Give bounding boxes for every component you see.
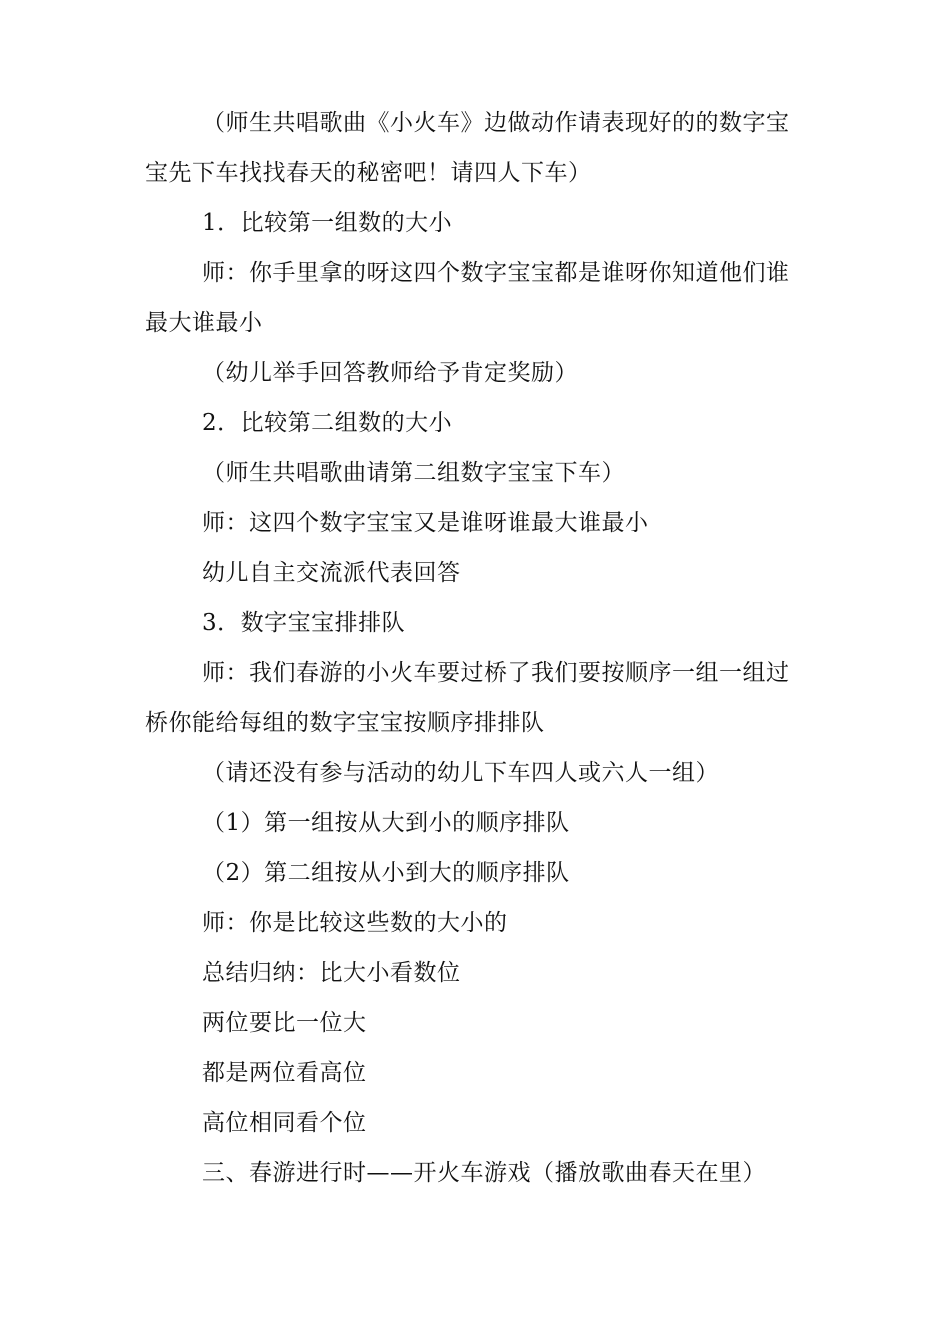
- paragraph-rule-3: 高位相同看个位: [202, 1110, 367, 1136]
- heading-compare-group-2: 2．比较第二组数的大小: [202, 410, 453, 436]
- paragraph-rule-1: 两位要比一位大: [202, 1010, 367, 1036]
- paragraph-intro-song: （师生共唱歌曲《小火车》边做动作请表现好的的数字宝宝先下车找找春天的秘密吧！请四人下车）: [145, 110, 790, 186]
- heading-compare-group-1: 1．比较第一组数的大小: [202, 210, 453, 236]
- paragraph-children-answer: （幼儿举手回答教师给予肯定奖励）: [202, 360, 578, 386]
- paragraph-group-2-song: （师生共唱歌曲请第二组数字宝宝下车）: [202, 460, 625, 486]
- paragraph-teacher-compare: 师：你是比较这些数的大小的: [202, 910, 508, 936]
- paragraph-teacher-question-2: 师：这四个数字宝宝又是谁呀谁最大谁最小: [202, 510, 649, 536]
- paragraph-children-discuss: 幼儿自主交流派代表回答: [202, 560, 461, 586]
- paragraph-group-instruction: （请还没有参与活动的幼儿下车四人或六人一组）: [202, 760, 719, 786]
- paragraph-summary: 总结归纳：比大小看数位: [202, 960, 461, 986]
- paragraph-rule-2: 都是两位看高位: [202, 1060, 367, 1086]
- paragraph-teacher-bridge: 师：我们春游的小火车要过桥了我们要按顺序一组一组过桥你能给每组的数字宝宝按顺序排排队: [145, 660, 790, 736]
- document-body: [145, 98, 810, 1198]
- paragraph-teacher-question-1: 师：你手里拿的呀这四个数字宝宝都是谁呀你知道他们谁最大谁最小: [145, 260, 790, 336]
- list-item-group-2: （2）第二组按从小到大的顺序排队: [202, 860, 570, 886]
- heading-section-three: 三、春游进行时——开火车游戏（播放歌曲春天在里）: [202, 1160, 766, 1186]
- list-item-group-1: （1）第一组按从大到小的顺序排队: [202, 810, 570, 836]
- heading-line-up: 3．数字宝宝排排队: [202, 610, 406, 636]
